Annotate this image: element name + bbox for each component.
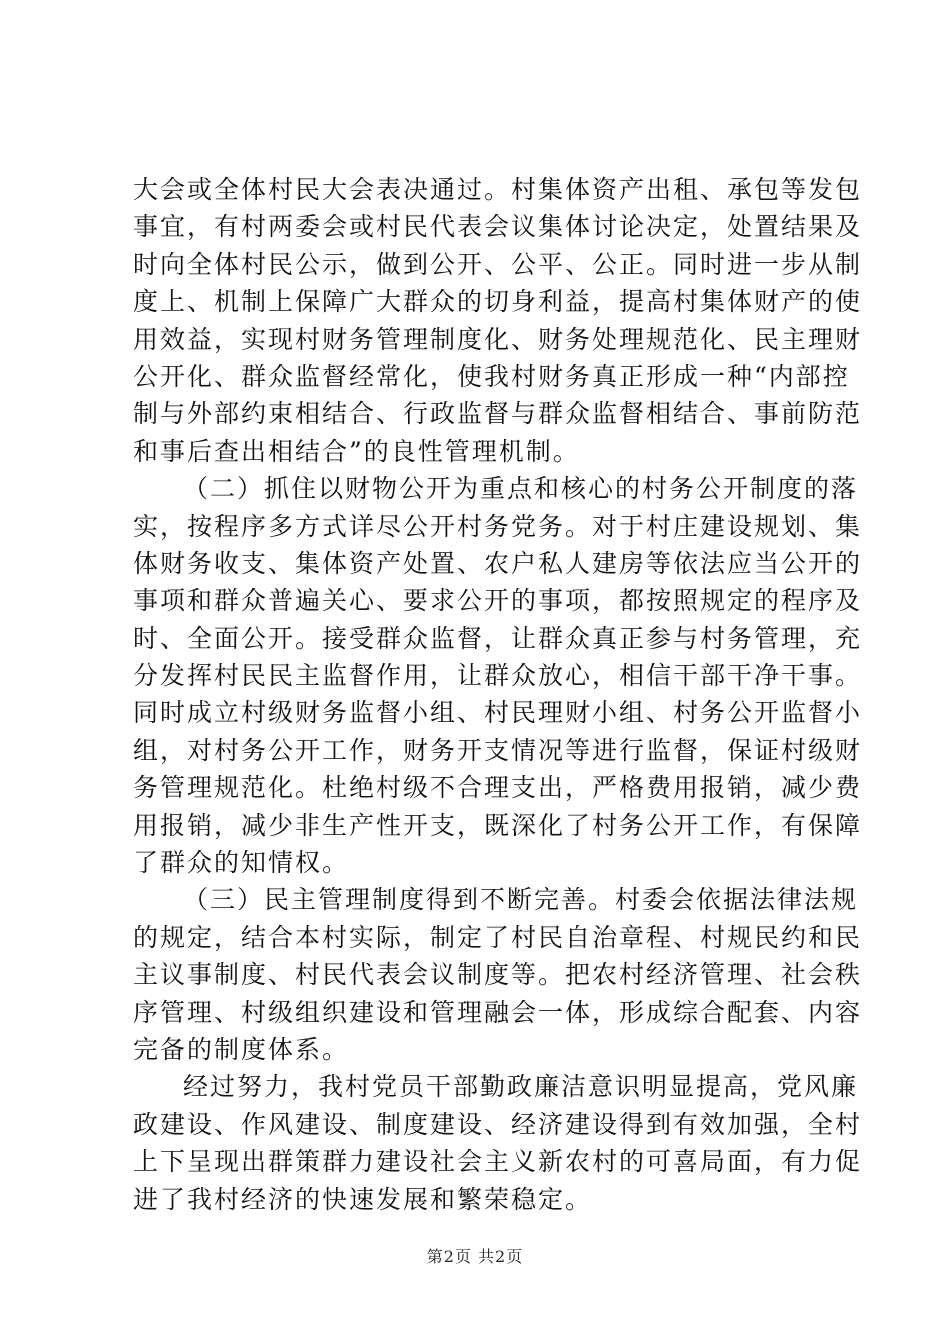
paragraph-1 <box>133 171 863 470</box>
paragraph-3 <box>133 881 863 1068</box>
text-line: 主议事制度、村民代表会议制度等。把农村经济管理、社会秩 <box>133 960 863 990</box>
text-line: 用报销，减少非生产性开支，既深化了村务公开工作，有保障 <box>133 810 863 840</box>
text-line: 经过努力，我村党员干部勤政廉洁意识明显提高，党风廉 <box>183 1072 859 1102</box>
text-line: 和事后查出相结合”的良性管理机制。 <box>133 436 580 466</box>
text-line: （三）民主管理制度得到不断完善。村委会依据法律法规 <box>183 885 859 915</box>
text-line: 事项和群众普遍关心、要求公开的事项，都按照规定的程序及 <box>133 586 863 616</box>
text-line: 同时成立村级财务监督小组、村民理财小组、村务公开监督小 <box>133 698 863 728</box>
text-line: 的规定，结合本村实际，制定了村民自治章程、村规民约和民 <box>133 922 863 952</box>
text-line: 完备的制度体系。 <box>133 1034 350 1064</box>
text-line: 务管理规范化。杜绝村级不合理支出，严格费用报销，减少费 <box>133 773 863 803</box>
text-line: 实，按程序多方式详尽公开村务党务。对于村庄建设规划、集 <box>133 511 863 541</box>
paragraph-2 <box>133 470 863 881</box>
text-line: 分发挥村民民主监督作用，让群众放心，相信干部干净干事。 <box>133 661 863 691</box>
paragraph-4 <box>133 1068 863 1218</box>
text-line: 度上、机制上保障广大群众的切身利益，提高村集体财产的使 <box>133 287 863 317</box>
text-line: 用效益，实现村财务管理制度化、财务处理规范化、民主理财 <box>133 324 863 354</box>
text-line: （二）抓住以财物公开为重点和核心的村务公开制度的落 <box>183 474 859 504</box>
text-line: 制与外部约束相结合、行政监督与群众监督相结合、事前防范 <box>133 399 863 429</box>
text-line: 了群众的知情权。 <box>133 848 350 878</box>
text-line: 进了我村经济的快速发展和繁荣稳定。 <box>133 1184 593 1214</box>
text-line: 公开化、群众监督经常化，使我村财务真正形成一种“内部控 <box>133 361 850 391</box>
text-line: 时向全体村民公示，做到公开、公平、公正。同时进一步从制 <box>133 249 863 279</box>
text-line: 上下呈现出群策群力建设社会主义新农村的可喜局面，有力促 <box>133 1147 863 1177</box>
text-line: 组，对村务公开工作，财务开支情况等进行监督，保证村级财 <box>133 735 863 765</box>
page-number-footer: 第2页 共2页 <box>426 1247 524 1266</box>
text-line: 体财务收支、集体资产处置、农户私人建房等依法应当公开的 <box>133 548 863 578</box>
text-line: 大会或全体村民大会表决通过。村集体资产出租、承包等发包 <box>133 175 863 204</box>
text-line: 时、全面公开。接受群众监督，让群众真正参与村务管理，充 <box>133 623 863 653</box>
text-line: 事宜，有村两委会或村民代表会议集体讨论决定，处置结果及 <box>133 212 863 242</box>
text-line: 序管理、村级组织建设和管理融会一体，形成综合配套、内容 <box>133 997 863 1027</box>
document-body <box>133 171 863 1218</box>
text-line: 政建设、作风建设、制度建设、经济建设得到有效加强，全村 <box>133 1109 863 1139</box>
